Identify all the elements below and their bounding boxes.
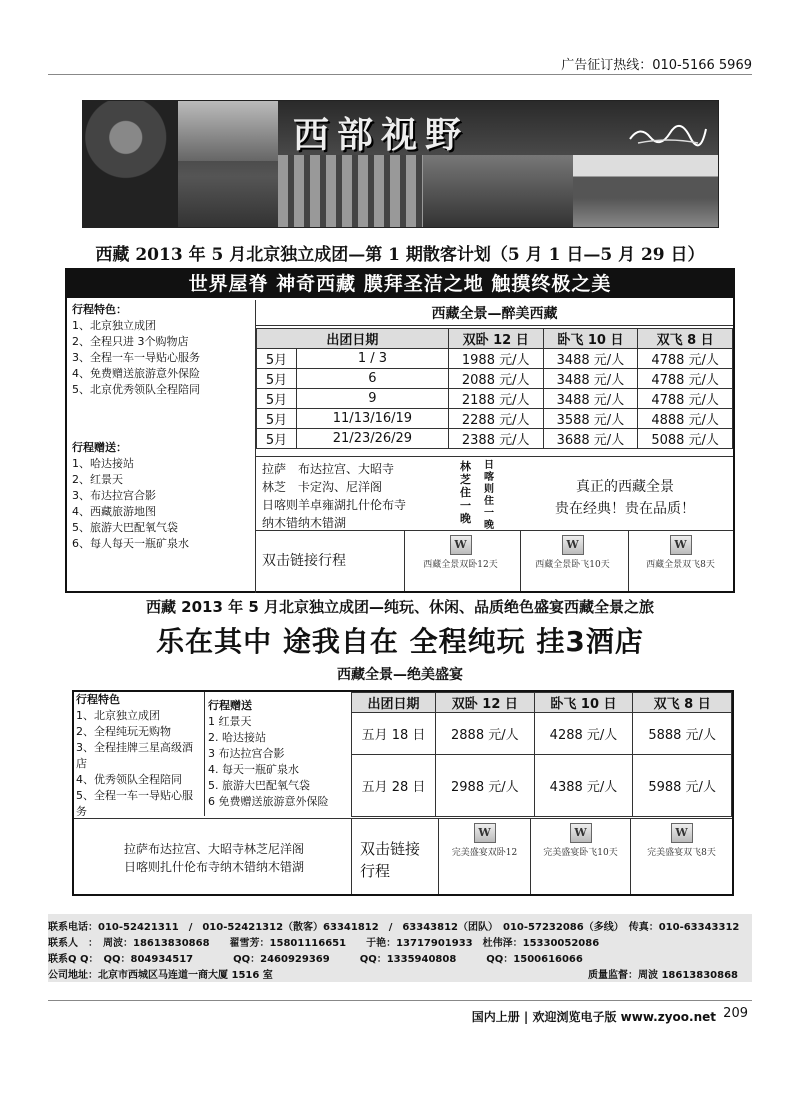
cell-price: 4788 元/人: [638, 389, 733, 409]
page-footer-text: 国内上册 | 欢迎浏览电子版 www.zyoo.net: [471, 1010, 716, 1024]
top-rule: [48, 74, 752, 75]
company-address: 公司地址：北京市西城区马连道一商大厦 1516 室: [48, 970, 273, 981]
plan2-gift: 5. 旅游大巴配氧气袋: [208, 779, 310, 792]
banner-signature-logo: [628, 123, 708, 147]
route-line: 日喀则羊卓雍湖扎什伦布寺: [262, 498, 407, 512]
route-line: 拉萨 布达拉宫、大昭寺: [262, 462, 395, 476]
cell-price: 4788 元/人: [638, 369, 733, 389]
cell-price: 5088 元/人: [638, 429, 733, 449]
doc-label: 完美盛宴卧飞10天: [543, 848, 618, 858]
cell-days: 6: [297, 369, 449, 389]
banner-photo-person: [83, 100, 178, 227]
cell-price: 4288 元/人: [534, 713, 633, 755]
plan1-feature: 4、免费赠送旅游意外保险: [72, 367, 200, 380]
plan2-gifts-label: 行程赠送: [208, 699, 252, 712]
header-col: 双飞 8 日: [633, 693, 732, 713]
header-col: 双飞 8 日: [638, 329, 733, 349]
route-divider: [256, 456, 733, 457]
table-row: [257, 409, 733, 429]
plan1-title: 西藏 2013 年 5 月北京独立成团—第 1 期散客计划（5 月 1 日—5 月 29 日）: [95, 245, 705, 265]
promo-line: 贵在经典！贵在品质！: [555, 501, 695, 517]
link-line: 双击链接: [360, 840, 421, 858]
plan1-gift: 1、哈达接站: [72, 457, 134, 470]
plan2-gift: 1 红景天: [208, 715, 252, 728]
ad-hotline: 广告征订热线：010-5166 5969: [561, 58, 752, 73]
doc-label: 西藏全景卧飞10天: [535, 560, 610, 570]
cell-month: 5月: [257, 389, 297, 409]
header-col: 双卧 12 日: [448, 329, 543, 349]
plan2-feature: 5、全程一车一导贴心服务: [76, 789, 193, 818]
banner-photo-mountain: [423, 155, 573, 227]
word-doc-icon: W: [450, 535, 472, 555]
cell-price: 5888 元/人: [633, 713, 732, 755]
header-col: 双卧 12 日: [436, 693, 535, 713]
cell-price: 4788 元/人: [638, 349, 733, 369]
cell-month: 5月: [257, 429, 297, 449]
plan2-feature: 4、优秀领队全程陪同: [76, 773, 182, 786]
banner-photo-lake: [573, 155, 719, 227]
header-date: 出团日期: [257, 329, 449, 349]
cell-price: 5988 元/人: [633, 755, 732, 817]
plan1-gifts: [72, 440, 252, 552]
plan1-gifts-label: 行程赠送：: [72, 441, 127, 454]
word-doc-icon: W: [670, 535, 692, 555]
plan1-link-label: 双击链接行程: [262, 553, 346, 569]
bottom-rule: [48, 1000, 752, 1001]
cell-date: 五月 18 日: [352, 713, 436, 755]
page-number: 209: [723, 1006, 748, 1021]
cell-price: 2088 元/人: [448, 369, 543, 389]
plan1-slogan: 世界屋脊 神奇西藏 膜拜圣洁之地 触摸终极之美: [67, 270, 733, 298]
plan1-features: [72, 302, 252, 398]
plan1-feature: 3、全程一车一导贴心服务: [72, 351, 200, 364]
table-row: [352, 755, 732, 817]
plan2-divider: [204, 692, 205, 816]
word-doc-icon: W: [474, 823, 496, 843]
cell-price: 2388 元/人: [448, 429, 543, 449]
plan1-promo: [520, 476, 730, 520]
cell-price: 3488 元/人: [543, 369, 638, 389]
route-line: 拉萨布达拉宫、大昭寺林芝尼洋阁: [123, 842, 304, 856]
plan1-doc-link[interactable]: [628, 531, 732, 591]
cell-price: 3688 元/人: [543, 429, 638, 449]
contact-phones: 联系电话：010-52421311 / 010-52421312（散客）63341812 / 63343812（团队） 010-57232086（多线） 传真：010-63343312: [48, 922, 740, 933]
plan1-price-table: [256, 328, 733, 449]
cell-month: 5月: [257, 349, 297, 369]
cell-days: 21/23/26/29: [297, 429, 449, 449]
plan2-feature: 3、全程挂牌三星高级酒店: [76, 741, 193, 770]
doc-label: 完美盛宴双卧12: [451, 848, 518, 858]
plan1-stay-linzhi: 林芝住一晚: [460, 460, 471, 525]
plan1-gift: 4、西藏旅游地图: [72, 505, 156, 518]
plan1-gift: 3、布达拉宫合影: [72, 489, 156, 502]
plan1-doc-link[interactable]: [520, 531, 624, 591]
header-col: 卧飞 10 日: [534, 693, 633, 713]
plan2-price-table: [351, 692, 732, 817]
cell-price: 1988 元/人: [448, 349, 543, 369]
cell-date: 五月 28 日: [352, 755, 436, 817]
cell-days: 11/13/16/19: [297, 409, 449, 429]
plan2-features-label: 行程特色: [76, 693, 120, 706]
banner: [82, 100, 719, 228]
banner-title: 西部视野: [293, 114, 470, 156]
cell-days: 1 / 3: [297, 349, 449, 369]
banner-photo-palace: [178, 101, 278, 161]
table-row: [257, 429, 733, 449]
plan2-feature: 1、北京独立成团: [76, 709, 160, 722]
plan2-gifts: [208, 698, 348, 810]
contact-persons: 联系人 ： 周波：18613830868 翟雪芳：15801116651 于艳：13717901933 杜伟泽：15330052086: [48, 938, 600, 949]
table-header-row: [257, 329, 733, 349]
cell-days: 9: [297, 389, 449, 409]
plan2-product: 西藏全景—绝美盛宴: [337, 667, 463, 683]
plan2-link-divider: [351, 818, 352, 894]
route-line: 纳木错纳木错湖: [262, 516, 347, 530]
plan1-gift: 2、红景天: [72, 473, 123, 486]
plan2-gift: 2. 哈达接站: [208, 731, 266, 744]
plan2-features: [76, 692, 202, 820]
plan2-link-label: [360, 838, 420, 882]
plan2-doc-link[interactable]: [630, 819, 732, 894]
table-row: [257, 349, 733, 369]
table-header-row: [352, 693, 732, 713]
doc-label: 完美盛宴双飞8天: [647, 848, 716, 858]
header-col: 卧飞 10 日: [543, 329, 638, 349]
cell-month: 5月: [257, 369, 297, 389]
plan1-gift: 5、旅游大巴配氧气袋: [72, 521, 178, 534]
cell-price: 4388 元/人: [534, 755, 633, 817]
plan2-slogan: 乐在其中 途我自在 全程纯玩 挂3酒店: [156, 625, 644, 658]
word-doc-icon: W: [562, 535, 584, 555]
plan1-gift: 6、每人每天一瓶矿泉水: [72, 537, 189, 550]
doc-label: 西藏全景双飞8天: [646, 560, 715, 570]
plan2-route: [80, 840, 348, 876]
word-doc-icon: W: [671, 823, 693, 843]
cell-price: 2288 元/人: [448, 409, 543, 429]
plan2-feature: 2、全程纯玩无购物: [76, 725, 171, 738]
plan2-doc-link[interactable]: [530, 819, 630, 894]
word-doc-icon: W: [570, 823, 592, 843]
cell-price: 2988 元/人: [436, 755, 535, 817]
plan1-product: 西藏全景—醉美西藏: [256, 302, 733, 326]
banner-photo-prayer-wheels: [278, 155, 423, 227]
cell-price: 2188 元/人: [448, 389, 543, 409]
plan2-gift: 6 免费赠送旅游意外保险: [208, 795, 329, 808]
plan1-feature: 1、北京独立成团: [72, 319, 156, 332]
cell-price: 2888 元/人: [436, 713, 535, 755]
table-row: [257, 369, 733, 389]
route-line: 日喀则扎什伦布寺纳木错纳木错湖: [123, 860, 304, 874]
plan1-features-label: 行程特色：: [72, 303, 127, 316]
contact-qq: 联系Q Q： QQ：804934517 QQ：2460929369 QQ：1335940808 QQ：1500616066: [48, 954, 583, 965]
plan2-doc-link[interactable]: [438, 819, 530, 894]
cell-price: 3488 元/人: [543, 389, 638, 409]
cell-price: 3588 元/人: [543, 409, 638, 429]
plan1-stay-rikaze: 日喀则住一晚: [484, 460, 494, 531]
table-row: [352, 713, 732, 755]
plan1-doc-link[interactable]: [404, 531, 516, 591]
cell-month: 5月: [257, 409, 297, 429]
plan1-feature: 2、全程只进 3个购物店: [72, 335, 189, 348]
promo-line: 真正的西藏全景: [576, 479, 674, 495]
plan2-title: 西藏 2013 年 5 月北京独立成团—纯玩、休闲、品质绝色盛宴西藏全景之旅: [145, 598, 655, 616]
plan1-feature: 5、北京优秀领队全程陪同: [72, 383, 200, 396]
cell-price: 3488 元/人: [543, 349, 638, 369]
table-row: [257, 389, 733, 409]
route-line: 林芝 卡定沟、尼洋阁: [262, 480, 383, 494]
plan1-route: [262, 460, 462, 532]
link-line: 行程: [360, 862, 391, 880]
quality-supervision: 质量监督：周波 18613830868: [587, 970, 738, 981]
cell-price: 4888 元/人: [638, 409, 733, 429]
plan2-gift: 4. 每天一瓶矿泉水: [208, 763, 299, 776]
plan2-gift: 3 布达拉宫合影: [208, 747, 285, 760]
header-date: 出团日期: [352, 693, 436, 713]
doc-label: 西藏全景双卧12天: [423, 560, 498, 570]
